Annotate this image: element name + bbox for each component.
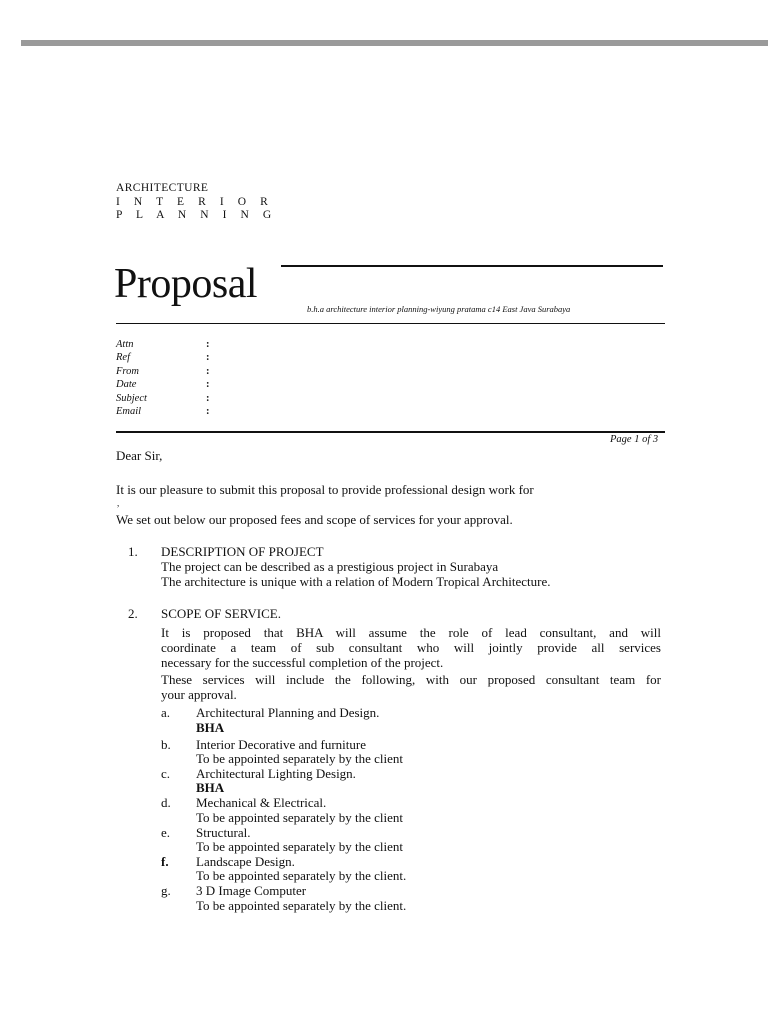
meta-colon: :	[206, 339, 210, 350]
letterhead-line-planning: P L A N N I N G	[116, 209, 277, 221]
meta-label: Email	[116, 405, 142, 417]
item-b-letter: b.	[161, 737, 171, 752]
item-d-label: Mechanical & Electrical.	[196, 795, 327, 810]
meta-row-ref	[116, 351, 210, 364]
item-e-letter: e.	[161, 825, 171, 840]
section-2-para-line: These services will include the following, with our proposed consultant team for	[161, 672, 661, 687]
title-top-rule	[281, 265, 663, 267]
page-title: Proposal	[114, 261, 257, 307]
section-1-number: 1.	[128, 544, 138, 559]
meta-row-from	[116, 365, 210, 378]
tagline: b.h.a architecture interior planning-wiyung pratama c14 East Java Surabaya	[307, 304, 571, 314]
item-f-letter: f.	[161, 854, 169, 869]
intro-paragraph-2: We set out below our proposed fees and scope of services for your approval.	[116, 512, 513, 527]
top-gray-bar	[21, 40, 768, 46]
meta-fields	[116, 338, 210, 418]
intro-stray-comma: ,	[117, 498, 120, 508]
intro-paragraph: It is our pleasure to submit this proposal to provide professional design work for	[116, 482, 534, 497]
item-c-note: BHA	[196, 780, 225, 795]
page-number: Page 1 of 3	[610, 434, 659, 445]
meta-label: Ref	[116, 352, 130, 364]
meta-label: Attn	[116, 339, 134, 350]
item-a-note: BHA	[196, 720, 225, 735]
item-d-note: To be appointed separately by the client	[196, 810, 404, 825]
item-a-label: Architectural Planning and Design.	[196, 705, 380, 720]
letterhead	[116, 182, 277, 223]
meta-colon: :	[206, 392, 210, 404]
item-b-note: To be appointed separately by the client	[196, 751, 404, 766]
item-c-letter: c.	[161, 766, 171, 781]
meta-row-email	[116, 405, 210, 418]
meta-row-date	[116, 378, 210, 391]
item-c-label: Architectural Lighting Design.	[196, 766, 356, 781]
item-a-letter: a.	[161, 705, 171, 720]
meta-row-subject	[116, 392, 210, 405]
item-e-note: To be appointed separately by the client	[196, 839, 404, 854]
section-1-heading: DESCRIPTION OF PROJECT	[161, 544, 324, 559]
item-e-label: Structural.	[196, 825, 251, 840]
title-bottom-rule	[116, 323, 665, 324]
section-2-para-line: coordinate a team of sub consultant who will jointly provide all services	[161, 640, 661, 655]
meta-colon: :	[206, 405, 210, 417]
meta-row-attn	[116, 338, 210, 351]
meta-label: Subject	[116, 392, 147, 404]
item-g-label: 3 D Image Computer	[196, 883, 307, 898]
item-f-label: Landscape Design.	[196, 854, 295, 869]
meta-bottom-rule	[116, 431, 665, 433]
item-d-letter: d.	[161, 795, 171, 810]
meta-label: Date	[116, 379, 137, 391]
item-f-note: To be appointed separately by the client.	[196, 868, 407, 883]
meta-label: From	[116, 365, 139, 377]
meta-colon: :	[206, 352, 210, 364]
section-1-line: The architecture is unique with a relation of Modern Tropical Architecture.	[161, 574, 551, 589]
meta-colon: :	[206, 365, 210, 377]
item-g-note: To be appointed separately by the client.	[196, 898, 407, 913]
letterhead-line-architecture: ARCHITECTURE	[116, 182, 209, 194]
item-g-letter: g.	[161, 883, 171, 898]
letterhead-line-interior: I N T E R I O R	[116, 195, 274, 208]
section-2-para-line: your approval.	[161, 687, 237, 702]
section-2-number: 2.	[128, 606, 138, 621]
section-2-para-line: necessary for the successful completion of the project.	[161, 655, 444, 670]
meta-colon: :	[206, 379, 210, 391]
section-2-heading: SCOPE OF SERVICE.	[161, 606, 281, 621]
section-2-para-line: It is proposed that BHA will assume the role of lead consultant, and will	[161, 625, 661, 640]
section-1-line: The project can be described as a prestigious project in Surabaya	[161, 559, 499, 574]
item-b-label: Interior Decorative and furniture	[196, 737, 367, 752]
salutation: Dear Sir,	[116, 448, 163, 463]
